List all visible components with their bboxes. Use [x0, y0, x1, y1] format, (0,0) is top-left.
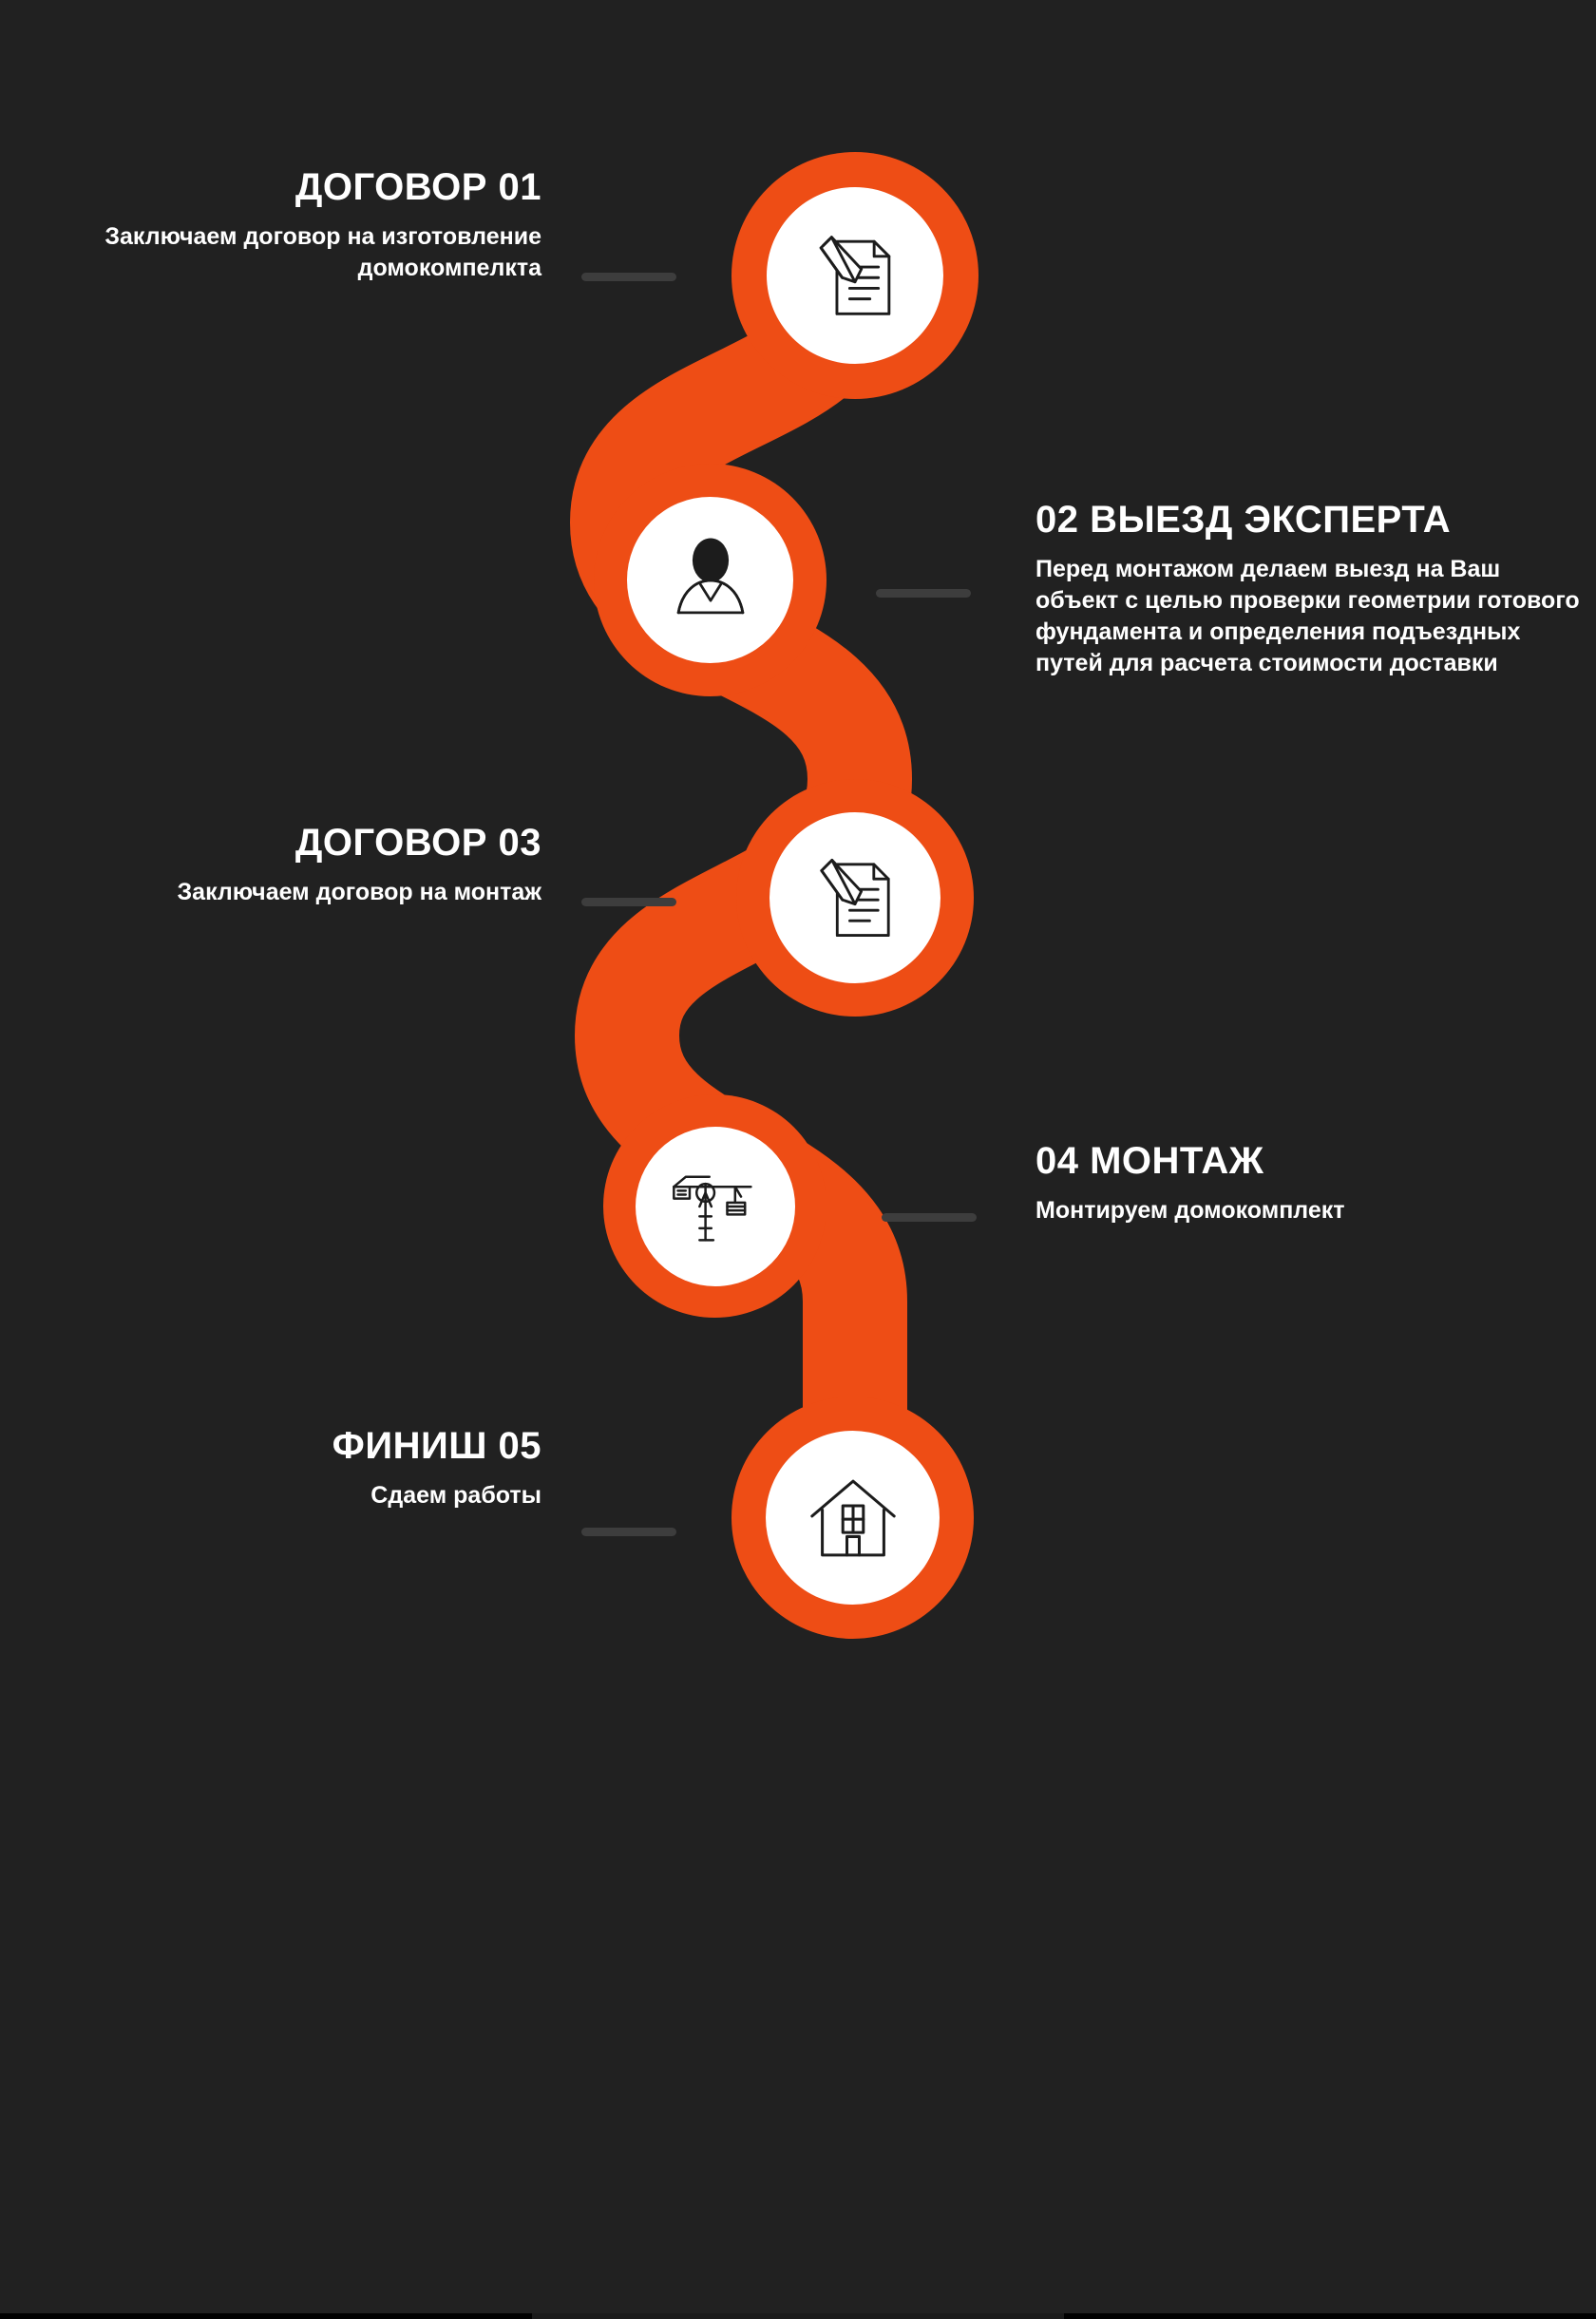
- house-icon: [802, 1467, 904, 1569]
- step-desc-2: Перед монтажом делаем выезд на Ваш объект с целью проверки геометрии готового фундамента и определения подъездных путей для расчета стоимости доставки: [1036, 556, 1580, 676]
- step-title-4: 04 МОНТАЖ: [1036, 1140, 1264, 1182]
- step-node-4-inner: [636, 1127, 795, 1286]
- step-node-3-inner: [770, 812, 940, 983]
- step-node-5: [732, 1397, 974, 1639]
- bottom-strip: [0, 2313, 1596, 2319]
- person-icon: [660, 530, 761, 631]
- step-label-1: [0, 166, 542, 284]
- step-title-2: 02 ВЫЕЗД ЭКСПЕРТА: [1036, 499, 1452, 541]
- crane-icon: [666, 1157, 765, 1256]
- step-desc-1: Заключаем договор на изготовление домокомпелкта: [104, 223, 542, 281]
- step-desc-5: Сдаем работы: [370, 1482, 542, 1509]
- document-pencil-icon: [803, 846, 907, 950]
- step-node-2: [594, 464, 826, 696]
- document-pencil-icon: [802, 222, 908, 329]
- connector-dash-3: [581, 898, 676, 906]
- step-label-5: [0, 1425, 542, 1511]
- step-label-3: [0, 822, 542, 908]
- step-desc-3: Заключаем договор на монтаж: [177, 879, 542, 905]
- step-title-1: ДОГОВОР 01: [294, 166, 542, 208]
- step-node-5-inner: [766, 1431, 940, 1605]
- connector-dash-4: [882, 1213, 977, 1222]
- step-label-2: [1036, 499, 1586, 679]
- step-node-1: [732, 152, 978, 399]
- step-title-5: ФИНИШ 05: [332, 1425, 542, 1467]
- bottom-strip-segment: [532, 2313, 1064, 2319]
- step-node-3: [736, 779, 974, 1017]
- connector-dash-5: [581, 1528, 676, 1536]
- step-desc-4: Монтируем домокомплект: [1036, 1197, 1345, 1224]
- step-label-4: [1036, 1140, 1586, 1226]
- step-node-4: [603, 1094, 826, 1318]
- connector-dash-2: [876, 589, 971, 598]
- step-node-2-inner: [627, 497, 793, 663]
- step-title-3: ДОГОВОР 03: [294, 822, 542, 864]
- step-node-1-inner: [767, 187, 943, 364]
- connector-dash-1: [581, 273, 676, 281]
